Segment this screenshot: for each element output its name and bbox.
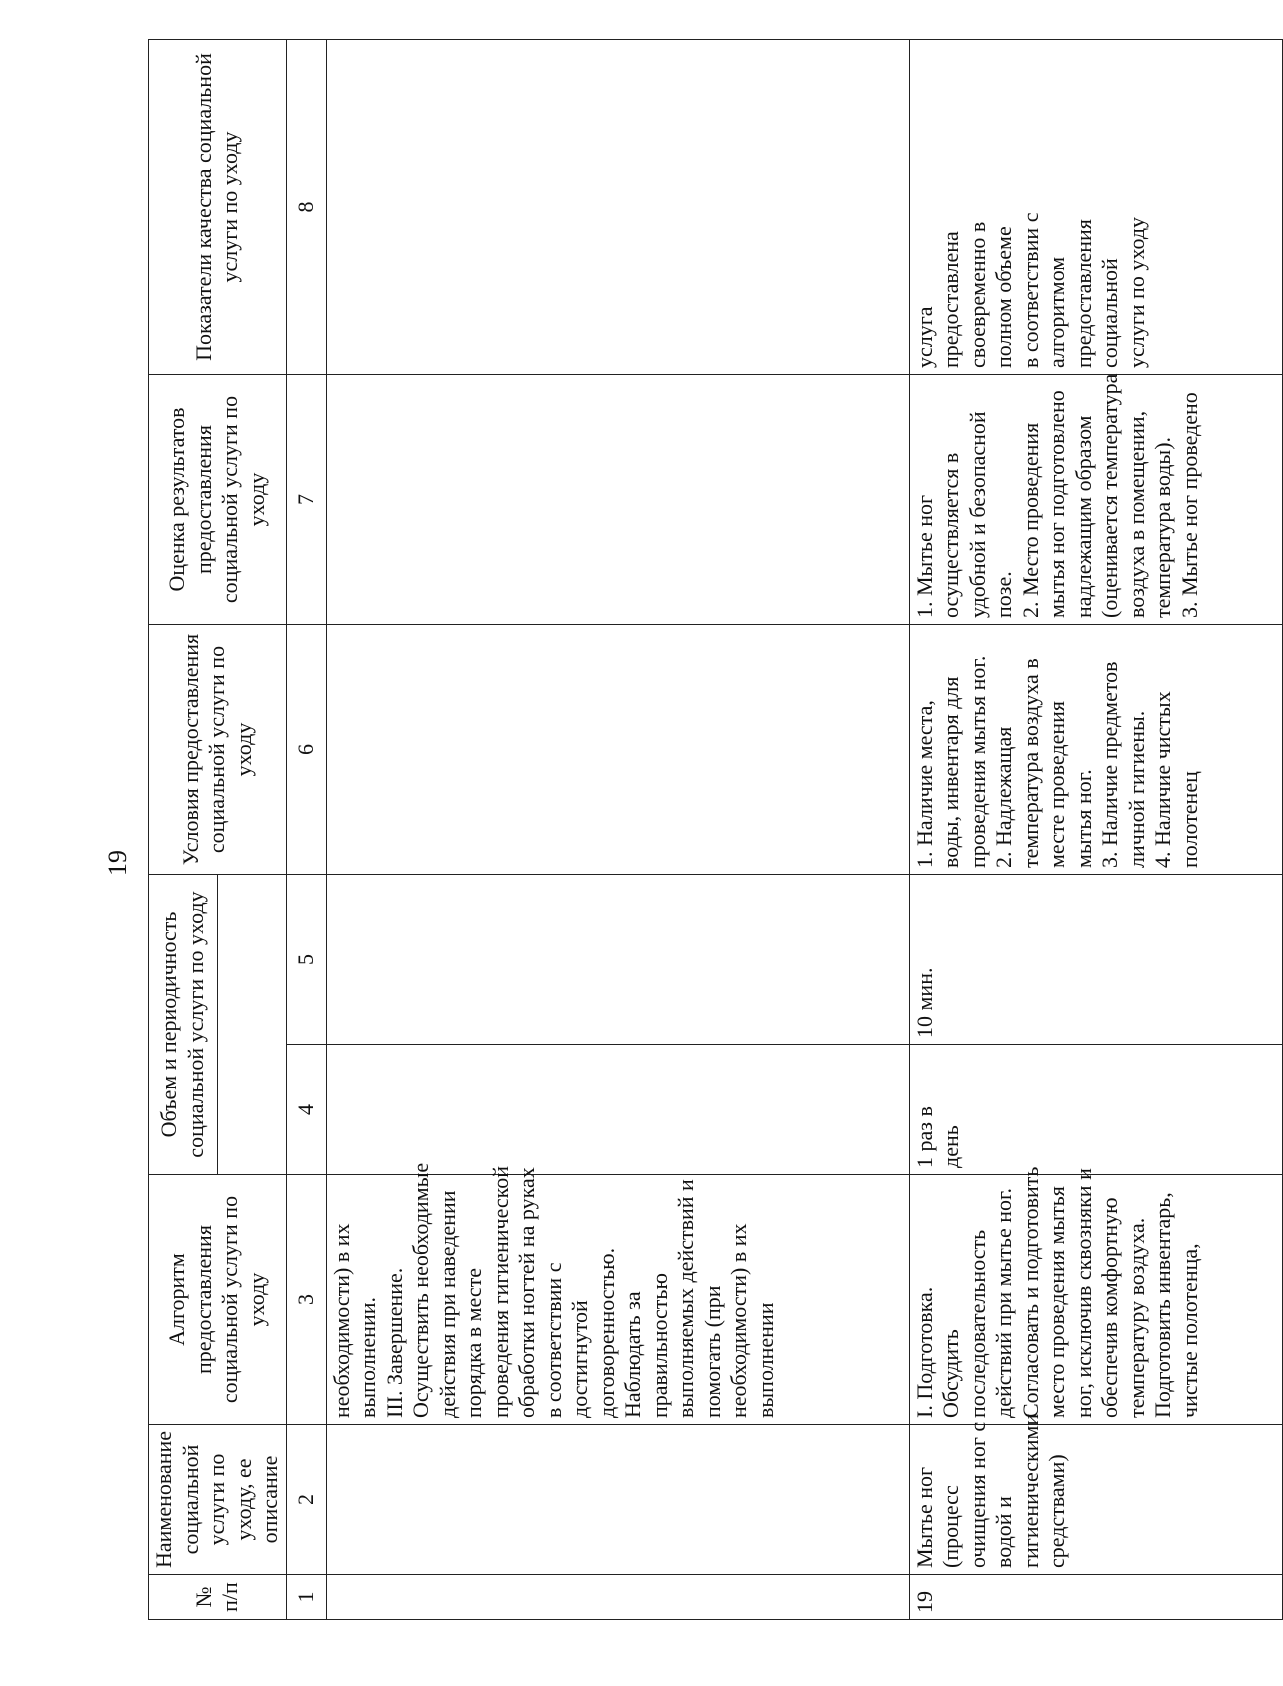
cell-line: достигнутой bbox=[567, 1300, 593, 1418]
cell-line: Мытье ног bbox=[911, 1466, 937, 1568]
table-row-19 bbox=[909, 40, 1282, 1620]
cell-line: полном объеме bbox=[991, 226, 1017, 368]
cell-line: чистые полотенца, bbox=[1176, 1243, 1202, 1418]
cell-line: действия при наведении bbox=[434, 1190, 460, 1418]
cell-periodicity bbox=[326, 1045, 909, 1175]
cell-quality bbox=[909, 40, 1282, 375]
cell-line: средствами) bbox=[1044, 1454, 1070, 1568]
cell-assessment bbox=[909, 375, 1282, 625]
cell-line: Наблюдать за bbox=[620, 1291, 646, 1418]
cell-line: выполнении bbox=[752, 1302, 778, 1418]
cell-line: необходимости) в их bbox=[328, 1223, 354, 1418]
cell-line: 2. Надлежащая bbox=[991, 726, 1017, 868]
cell-line: договоренностью. bbox=[593, 1247, 619, 1418]
cell-line: мытья ног. bbox=[1070, 769, 1096, 868]
cell-volume bbox=[326, 875, 909, 1045]
cell-line: позе. bbox=[991, 571, 1017, 618]
cell-line: температура воздуха в bbox=[1017, 658, 1043, 868]
column-number: 2 bbox=[286, 1425, 326, 1575]
cell-quality bbox=[326, 40, 909, 375]
page-number: 19 bbox=[103, 850, 132, 876]
header-assessment: Оценка результатов предоставления социальной услуги по уходу bbox=[149, 375, 287, 625]
cell-line: III. Завершение. bbox=[381, 1267, 407, 1418]
cell-line: воды, инвентаря для bbox=[938, 676, 964, 868]
cell-num bbox=[326, 1575, 909, 1620]
header-service-name: Наименование социальной услуги по уходу, ее описание bbox=[149, 1425, 287, 1575]
cell-service-name bbox=[326, 1425, 909, 1575]
cell-line: услуга bbox=[911, 306, 937, 368]
cell-conditions bbox=[326, 625, 909, 875]
cell-line: в соответствии с bbox=[1017, 212, 1043, 368]
cell-line: гигиеническими bbox=[1017, 1413, 1043, 1568]
cell-line: 2. Место проведения bbox=[1017, 422, 1043, 618]
cell-line: воздуха в помещении, bbox=[1123, 410, 1149, 618]
cell-line: 3. Наличие предметов bbox=[1097, 661, 1123, 868]
cell-line: 3. Мытье ног проведено bbox=[1176, 392, 1202, 618]
cell-line: удобной и безопасной bbox=[964, 411, 990, 618]
cell-periodicity bbox=[909, 1045, 1282, 1175]
column-number: 8 bbox=[286, 40, 326, 375]
cell-line: температура воды). bbox=[1150, 436, 1176, 618]
cell-line: полотенец bbox=[1176, 771, 1202, 868]
cell-line: услуги по уходу bbox=[1123, 216, 1149, 368]
cell-line: ног, исключив сквозняки и bbox=[1070, 1168, 1096, 1418]
header-algorithm: Алгоритм предоставления социальной услуги по уходу bbox=[149, 1175, 287, 1425]
cell-line: проведения гигиенической bbox=[487, 1165, 513, 1418]
header-volume: Объем и периодичность социальной услуги по уходу bbox=[149, 875, 218, 1175]
cell-line: месте проведения bbox=[1044, 700, 1070, 868]
cell-line: надлежащим образом bbox=[1070, 415, 1096, 618]
cell-line: обработки ногтей на руках bbox=[514, 1167, 540, 1418]
cell-line: порядка в месте bbox=[461, 1268, 487, 1418]
header-conditions: Условия предоставления социальной услуги по уходу bbox=[149, 625, 287, 875]
column-number: 6 bbox=[286, 625, 326, 875]
cell-conditions bbox=[909, 625, 1282, 875]
services-table bbox=[148, 39, 1283, 1620]
cell-line: выполняемых действий и bbox=[673, 1179, 699, 1418]
cell-num: 19 bbox=[909, 1575, 1282, 1620]
cell-line: Подготовить инвентарь, bbox=[1150, 1192, 1176, 1418]
cell-line: (оценивается температура bbox=[1097, 373, 1123, 618]
cell-line: в соответствии с bbox=[540, 1262, 566, 1418]
cell-line: алгоритмом bbox=[1044, 256, 1070, 368]
cell-line: социальной bbox=[1097, 258, 1123, 368]
cell-service-name bbox=[909, 1413, 1282, 1575]
column-number: 1 bbox=[286, 1575, 326, 1620]
header-volume-sub-right bbox=[217, 875, 286, 1045]
cell-line: Осуществить необходимые bbox=[408, 1162, 434, 1418]
cell-line: последовательность bbox=[964, 1229, 990, 1418]
cell-line: выполнении. bbox=[355, 1297, 381, 1418]
cell-line: проведения мытья ног. bbox=[964, 655, 990, 868]
table-row-continuation bbox=[326, 40, 909, 1620]
cell-line: водой и bbox=[991, 1496, 1017, 1568]
cell-line: своевременно в bbox=[964, 221, 990, 368]
cell-line: мытья ног подготовлено bbox=[1044, 390, 1070, 618]
cell-line: необходимости) в их bbox=[726, 1223, 752, 1418]
column-number: 7 bbox=[286, 375, 326, 625]
cell-line: обеспечив комфортную bbox=[1097, 1197, 1123, 1418]
cell-line: Обсудить bbox=[938, 1329, 964, 1418]
cell-line: предоставления bbox=[1070, 219, 1096, 368]
header-quality: Показатели качества социальной услуги по уходу bbox=[149, 40, 287, 375]
column-number: 4 bbox=[286, 1045, 326, 1175]
cell-line: место проведения мытья bbox=[1044, 1186, 1070, 1418]
cell-line: осуществляется в bbox=[938, 452, 964, 618]
cell-line: предоставлена bbox=[938, 231, 964, 368]
header-volume-sub-left bbox=[217, 1045, 286, 1175]
cell-line: Согласовать и подготовить bbox=[1017, 1166, 1043, 1418]
cell-line: правильностью bbox=[646, 1273, 672, 1418]
column-numbers-row bbox=[286, 40, 326, 1620]
column-number: 5 bbox=[286, 875, 326, 1045]
cell-algorithm bbox=[909, 1166, 1282, 1425]
cell-line: 1 раз в bbox=[911, 1106, 937, 1168]
cell-line: 1. Наличие места, bbox=[911, 700, 937, 868]
cell-line: помогать (при bbox=[699, 1285, 725, 1418]
cell-line: личной гигиены. bbox=[1123, 710, 1149, 868]
cell-line: I. Подготовка. bbox=[911, 1286, 937, 1418]
cell-line: температуру воздуха. bbox=[1123, 1217, 1149, 1418]
cell-line: (процесс bbox=[938, 1485, 964, 1568]
cell-volume: 10 мин. bbox=[909, 875, 1282, 1045]
cell-line: 4. Наличие чистых bbox=[1150, 691, 1176, 868]
column-number: 3 bbox=[286, 1175, 326, 1425]
cell-line: действий при мытье ног. bbox=[991, 1187, 1017, 1418]
cell-line: день bbox=[938, 1125, 964, 1168]
cell-line: 1. Мытье ног bbox=[911, 494, 937, 618]
cell-assessment bbox=[326, 375, 909, 625]
cell-algorithm bbox=[326, 1162, 909, 1425]
header-num: № п/п bbox=[149, 1575, 287, 1620]
cell-line: очищения ног с bbox=[964, 1421, 990, 1568]
